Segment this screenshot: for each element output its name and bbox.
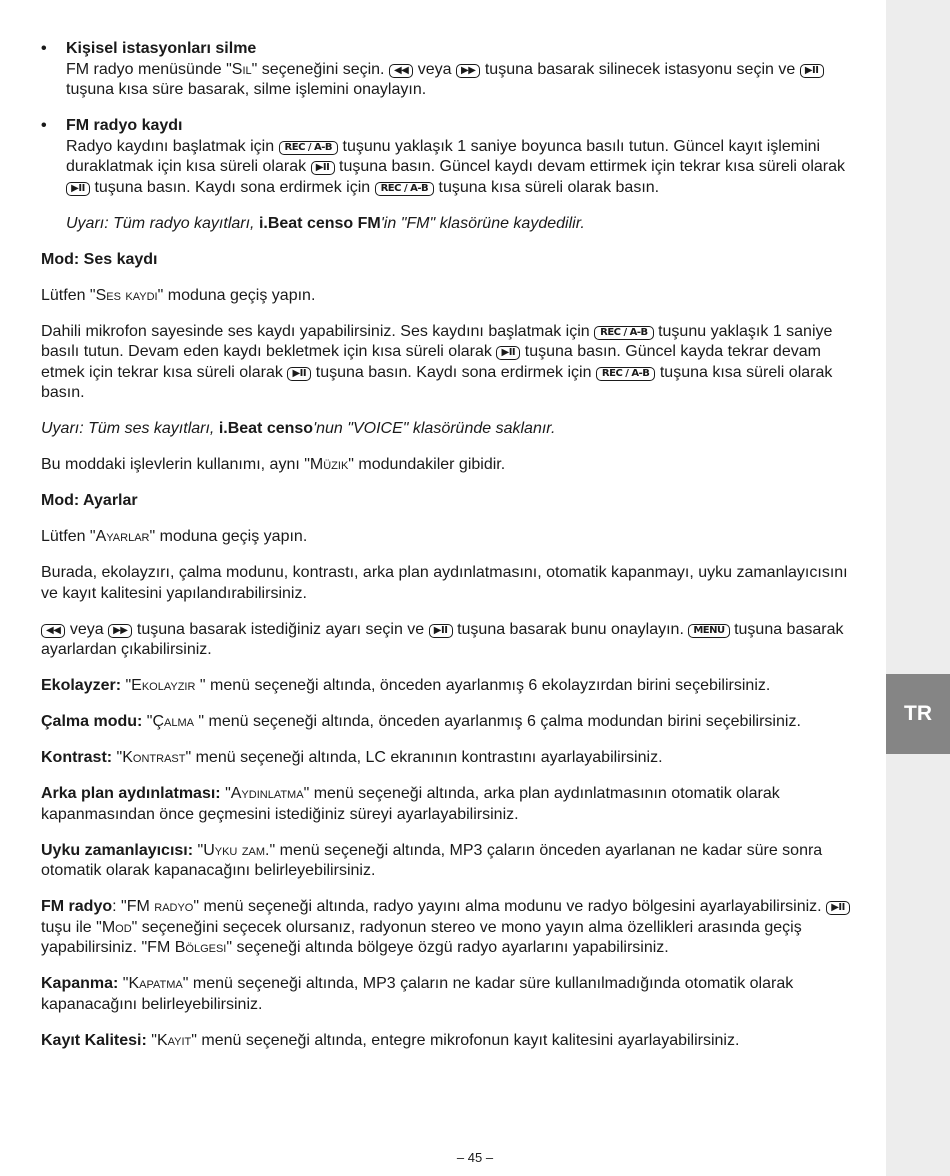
setting-label: Kapanma: <box>41 975 119 992</box>
language-tab-label: TR <box>904 702 932 725</box>
play-pause-key-icon: ▶II <box>496 346 520 360</box>
heading-settings-mode: Mod: Ayarlar <box>41 492 138 509</box>
text: tuşuna basarak bunu onaylayın. <box>452 620 689 638</box>
rec-ab-key-icon: REC / A-B <box>279 141 339 155</box>
radio-note <box>66 214 863 235</box>
play-pause-key-icon: ▶II <box>287 367 311 381</box>
product-name: i.Beat censo <box>218 420 314 437</box>
text: " menü seçeneği altında, MP3 çaların ne kadar süre kullanılmadığında otomatik olarak kapanacağını belirleyebilirsiniz. <box>41 975 794 1013</box>
menu-term: Kapatma <box>128 975 183 992</box>
text: Dahili mikrofon sayesinde ses kaydı yapabilirsiniz. Ses kaydını başlatmak için <box>41 322 595 340</box>
bullet-title: Kişisel istasyonları silme <box>66 40 257 57</box>
rec-ab-key-icon: REC / A-B <box>594 326 654 340</box>
text: " menü seçeneği altında, önceden ayarlanmış 6 çalma modundan birini seçebilirsiniz. <box>193 713 801 730</box>
text: tuşuna kısa süre basarak, silme işlemini onaylayın. <box>66 81 427 98</box>
bullet-delete-stations <box>41 39 863 101</box>
text: " <box>112 749 123 766</box>
rewind-key-icon: ◀◀ <box>389 64 413 78</box>
text: " moduna geçiş yapın. <box>149 528 308 545</box>
menu-term: Müzik <box>309 456 349 473</box>
setting-label: FM radyo <box>41 898 113 915</box>
text: tuşuna kısa süreli olarak basın. <box>41 363 833 401</box>
rec-ab-key-icon: REC / A-B <box>375 182 435 196</box>
text: " <box>142 713 153 730</box>
voice-functions <box>41 455 863 476</box>
menu-term: Uyku zam. <box>203 841 270 859</box>
text: 'nun "VOICE" klasöründe saklanır. <box>313 420 556 437</box>
play-pause-key-icon: ▶II <box>311 161 335 175</box>
setting-auto-off <box>41 974 863 1015</box>
setting-equalizer <box>41 676 863 697</box>
setting-label: Çalma modu: <box>41 713 143 730</box>
settings-navigation <box>41 620 863 661</box>
text: FM radyo menüsünde " <box>66 60 232 78</box>
page-number: – 45 – <box>456 1150 494 1165</box>
bullet-dot: • <box>41 117 47 134</box>
bullet-fm-recording <box>41 116 863 234</box>
setting-label: Arka plan aydınlatması: <box>41 785 221 802</box>
text: Uyarı: Tüm ses kayıtları, <box>41 420 219 437</box>
setting-backlight <box>41 784 863 825</box>
menu-term: Ayarlar <box>95 528 150 545</box>
text: tuşuna basın. Güncel kaydı devam ettirmek için tekrar kısa süreli olarak <box>334 158 845 175</box>
rec-ab-key-icon: REC / A-B <box>596 367 656 381</box>
text: Lütfen " <box>41 286 96 304</box>
text: " <box>121 677 132 694</box>
text: tuşuna basarak ayarlardan çıkabilirsiniz. <box>41 620 844 658</box>
text: tuşuna basın. Kaydı sona erdirmek için <box>311 363 596 381</box>
menu-term: Aydınlatma <box>230 785 304 802</box>
setting-contrast <box>41 748 863 769</box>
rewind-key-icon: ◀◀ <box>41 624 65 638</box>
text: " menü seçeneği altında, önceden ayarlanmış 6 ekolayzırdan birini seçebilirsiniz. <box>195 677 771 694</box>
text: 'in "FM" klasörüne kaydedilir. <box>380 214 585 232</box>
voice-note <box>41 419 863 440</box>
setting-label: Kontrast: <box>41 749 113 766</box>
text: " <box>118 975 129 992</box>
text: tuşuna kısa süreli olarak basın. <box>434 178 660 196</box>
text: " moduna geçiş yapın. <box>157 286 316 304</box>
menu-term: Bölgesi <box>174 939 227 956</box>
play-pause-key-icon: ▶II <box>429 624 453 638</box>
text: veya <box>413 60 457 78</box>
text: tuşunu yaklaşık 1 saniye boyunca basılı tutun. Güncel kayıt işlemini duraklatmak için kısa süreli olarak <box>66 137 821 175</box>
fast-forward-key-icon: ▶▶ <box>456 64 480 78</box>
text: " modundakiler gibidir. <box>348 456 506 473</box>
menu-term: Ses kaydı <box>95 286 158 304</box>
heading-voice-mode: Mod: Ses kaydı <box>41 250 158 268</box>
text: tuşuna basarak istediğiniz ayarı seçin ve <box>132 620 429 638</box>
setting-label: Ekolayzer: <box>41 677 122 694</box>
sidebar-band <box>886 0 950 1176</box>
menu-term: Ekolayzır <box>131 677 196 694</box>
text: veya <box>65 620 109 638</box>
bullet-body <box>66 60 863 101</box>
text: Bu moddaki işlevlerin kullanımı, aynı " <box>41 456 310 473</box>
text: tuşu ile " <box>41 918 102 936</box>
page-content <box>41 39 863 1067</box>
text: : "FM <box>112 898 155 915</box>
text: " seçeneğini seçin. <box>251 60 389 78</box>
voice-intro <box>41 286 863 307</box>
play-pause-key-icon: ▶II <box>800 64 824 78</box>
text: " menü seçeneği altında, arka plan aydınlatmasının otomatik olarak kapanmasından önce geçmesini istediğiniz süreyi ayarlayabilirsiniz. <box>41 785 780 823</box>
text: " menü seçeneği altında, radyo yayını alma modunu ve radyo bölgesini ayarlayabilirsiniz. <box>193 898 827 915</box>
text: tuşuna basın. Kaydı sona erdirmek için <box>90 178 375 196</box>
play-pause-key-icon: ▶II <box>66 182 90 196</box>
setting-record-quality <box>41 1031 863 1052</box>
text: " menü seçeneği altında, LC ekranının kontrastını ayarlayabilirsiniz. <box>185 749 663 766</box>
text: Radyo kaydını başlatmak için <box>66 137 279 155</box>
setting-sleep-timer <box>41 841 863 882</box>
text: tuşunu yaklaşık 1 saniye basılı tutun. Devam eden kaydı bekletmek için kısa süreli olarak <box>41 322 833 360</box>
play-pause-key-icon: ▶II <box>826 901 850 915</box>
text: Uyarı: Tüm radyo kayıtları, <box>66 214 259 232</box>
bullet-title: FM radyo kaydı <box>66 117 183 134</box>
settings-intro <box>41 527 863 548</box>
menu-term: radyo <box>154 898 194 915</box>
text: tuşuna basarak silinecek istasyonu seçin ve <box>480 60 800 78</box>
fast-forward-key-icon: ▶▶ <box>108 624 132 638</box>
product-name: i.Beat censo FM <box>258 214 381 232</box>
text: " <box>193 841 204 859</box>
text: " seçeneği altında bölgeye özgü radyo ayarlarını yapabilirsiniz. <box>226 939 669 956</box>
menu-term: Çalma <box>152 713 194 730</box>
text: " menü seçeneği altında, MP3 çaların önceden ayarlanan ne kadar süre sonra otomatik olarak kapanacağını belirleyebilirsiniz. <box>41 841 823 879</box>
settings-overview: Burada, ekolayzırı, çalma modunu, kontrastı, arka plan aydınlatmasını, otomatik kapanmayı, uyku zamanlayıcısını ve kayıt kalitesini yapılandırabilirsiniz. <box>41 564 848 602</box>
setting-play-mode <box>41 712 863 733</box>
setting-label: Uyku zamanlayıcısı: <box>41 841 194 859</box>
text: " <box>220 785 231 802</box>
text: tuşuna basın. Güncel kayda tekrar devam etmek için tekrar kısa süreli olarak <box>41 343 821 381</box>
menu-term: Mod <box>101 918 132 936</box>
bullet-dot: • <box>41 40 47 57</box>
text: " <box>146 1031 157 1049</box>
menu-term: Kontrast <box>122 749 186 766</box>
setting-fm-radio <box>41 897 863 959</box>
setting-label: Kayıt Kalitesi: <box>41 1031 147 1049</box>
text: Lütfen " <box>41 528 96 545</box>
menu-key-icon: MENU <box>688 624 729 638</box>
text: " menü seçeneği altında, entegre mikrofonun kayıt kalitesini ayarlayabilirsiniz. <box>191 1031 740 1049</box>
menu-term: Kayıt <box>156 1031 192 1049</box>
language-tab <box>886 674 950 754</box>
text: " seçeneğini seçecek olursanız, radyonun stereo ve mono yayın alma özellikleri arasında geçiş yapabilirsiniz. "FM <box>41 918 802 956</box>
menu-term: Sil <box>231 60 252 78</box>
bullet-body <box>66 137 863 199</box>
voice-instructions <box>41 322 863 404</box>
